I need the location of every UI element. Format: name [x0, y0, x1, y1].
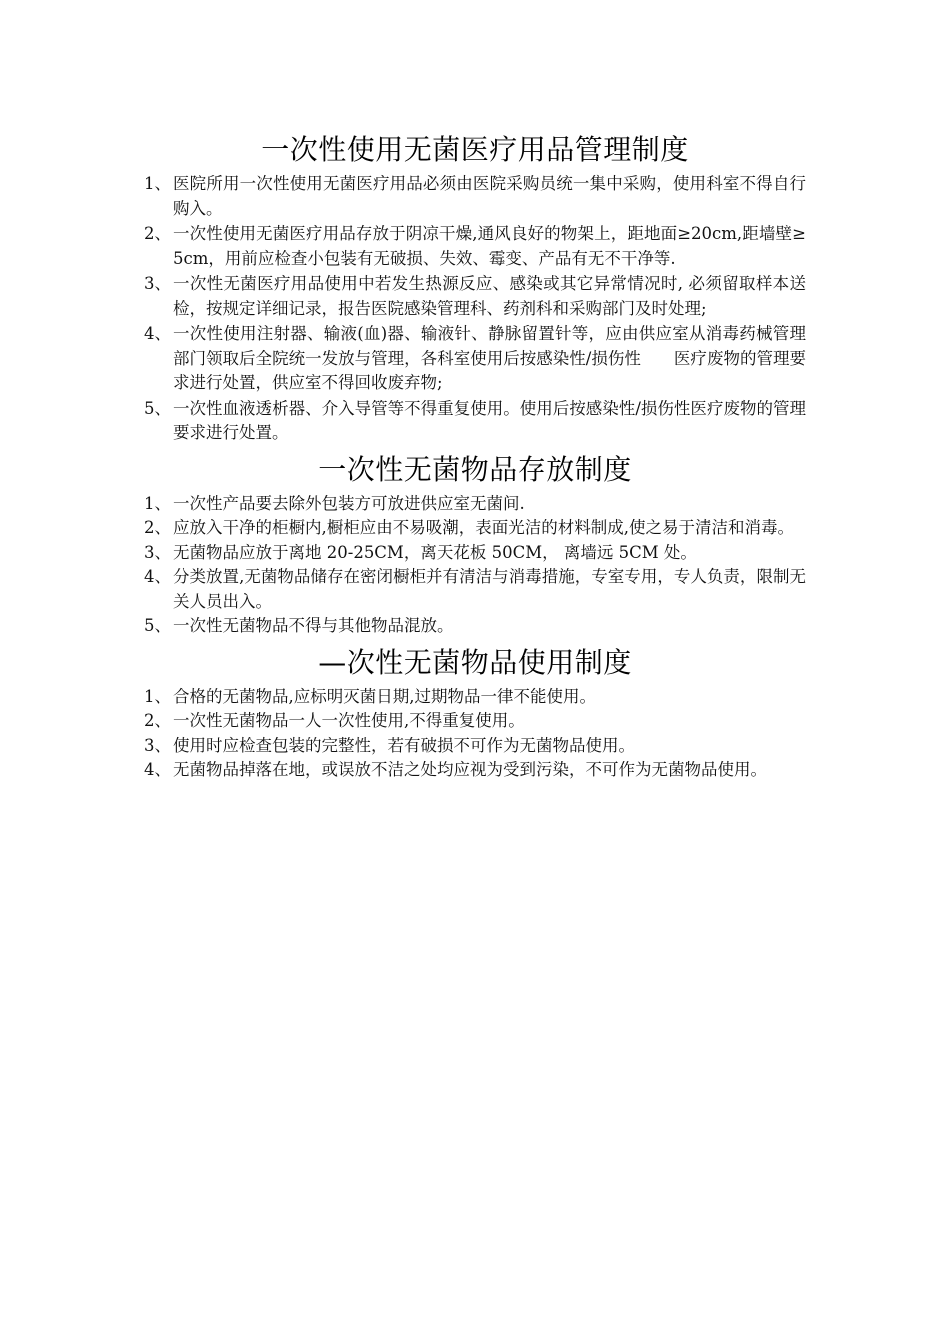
item-number: 3、 [144, 735, 171, 755]
list-item [144, 397, 806, 446]
list-item [144, 322, 806, 396]
list-item [144, 758, 806, 783]
list-item [144, 685, 806, 710]
section-disposable-sterile-medical-supplies-management [144, 128, 806, 446]
item-number: 1、 [144, 493, 171, 513]
rule-list [144, 172, 806, 446]
item-text: 分类放置,无菌物品储存在密闭橱柜并有清洁与消毒措施，专室专用，专人负责，限制无关人员出入。 [173, 567, 806, 611]
item-number: 5、 [144, 616, 171, 635]
section-title: 一次性无菌物品存放制度 [318, 452, 632, 486]
item-number: 3、 [144, 542, 171, 562]
section-disposable-sterile-items-storage [144, 448, 806, 639]
item-text: 无菌物品应放于离地 20-25CM，离天花板 50CM， 离墙远 5CM 处。 [173, 542, 697, 562]
item-text: 一次性使用注射器、输液(血)器、输液针、静脉留置针等，应由供应室从消毒药械管理部门领取后全院统一发放与管理，各科室使用后按感染性/损伤性 医疗废物的管理要求进行处置，供应室不得回收废弃物; [173, 324, 806, 392]
list-item [144, 222, 806, 271]
section-title: 一次性使用无菌医疗用品管理制度 [261, 133, 689, 166]
item-text: 一次性使用无菌医疗用品存放于阴凉干燥,通风良好的物架上，距地面≥20cm,距墙壁≥5cm，用前应检查小包装有无破损、失效、霉变、产品有无不干净等. [173, 224, 806, 268]
item-number: 2、 [144, 518, 171, 537]
item-number: 4、 [144, 760, 171, 779]
rule-list [144, 492, 806, 639]
item-number: 1、 [144, 174, 171, 193]
list-item [144, 709, 806, 734]
item-number: 5、 [144, 398, 171, 418]
list-item [144, 516, 806, 541]
item-number: 2、 [144, 224, 171, 243]
item-text: 无菌物品掉落在地，或误放不洁之处均应视为受到污染，不可作为无菌物品使用。 [173, 760, 767, 779]
item-text: 应放入干净的柜橱内,橱柜应由不易吸潮，表面光洁的材料制成,使之易于清洁和消毒。 [173, 518, 794, 537]
item-number: 1、 [144, 686, 171, 706]
item-text: 一次性无菌医疗用品使用中若发生热源反应、感染或其它异常情况时, 必须留取样本送检，按规定详细记录，报告医院感染管理科、药剂科和采购部门及时处理; [173, 274, 806, 318]
list-item [144, 565, 806, 614]
item-number: 3、 [144, 274, 171, 293]
section-title: —次性无菌物品使用制度 [318, 645, 632, 679]
item-text: 一次性产品要去除外包装方可放进供应室无菌间. [173, 493, 525, 513]
list-item [144, 172, 806, 221]
item-text: 使用时应检查包装的完整性，若有破损不可作为无菌物品使用。 [173, 735, 635, 755]
item-text: 合格的无菌物品,应标明灭菌日期,过期物品一律不能使用。 [173, 686, 596, 706]
item-text: 一次性无菌物品一人一次性使用,不得重复使用。 [173, 711, 525, 730]
item-number: 2、 [144, 711, 171, 730]
document-page [144, 128, 806, 783]
section-disposable-sterile-items-usage [144, 641, 806, 783]
list-item [144, 272, 806, 321]
item-text: 一次性血液透析器、介入导管等不得重复使用。使用后按感染性/损伤性医疗废物的管理要求进行处置。 [173, 398, 806, 442]
rule-list [144, 685, 806, 783]
item-number: 4、 [144, 567, 171, 586]
item-number: 4、 [144, 324, 171, 343]
item-text: 医院所用一次性使用无菌医疗用品必须由医院采购员统一集中采购，使用科室不得自行购入。 [173, 174, 806, 218]
list-item [144, 734, 806, 759]
item-text: 一次性无菌物品不得与其他物品混放。 [173, 616, 454, 635]
list-item [144, 614, 806, 639]
list-item [144, 541, 806, 566]
list-item [144, 492, 806, 517]
